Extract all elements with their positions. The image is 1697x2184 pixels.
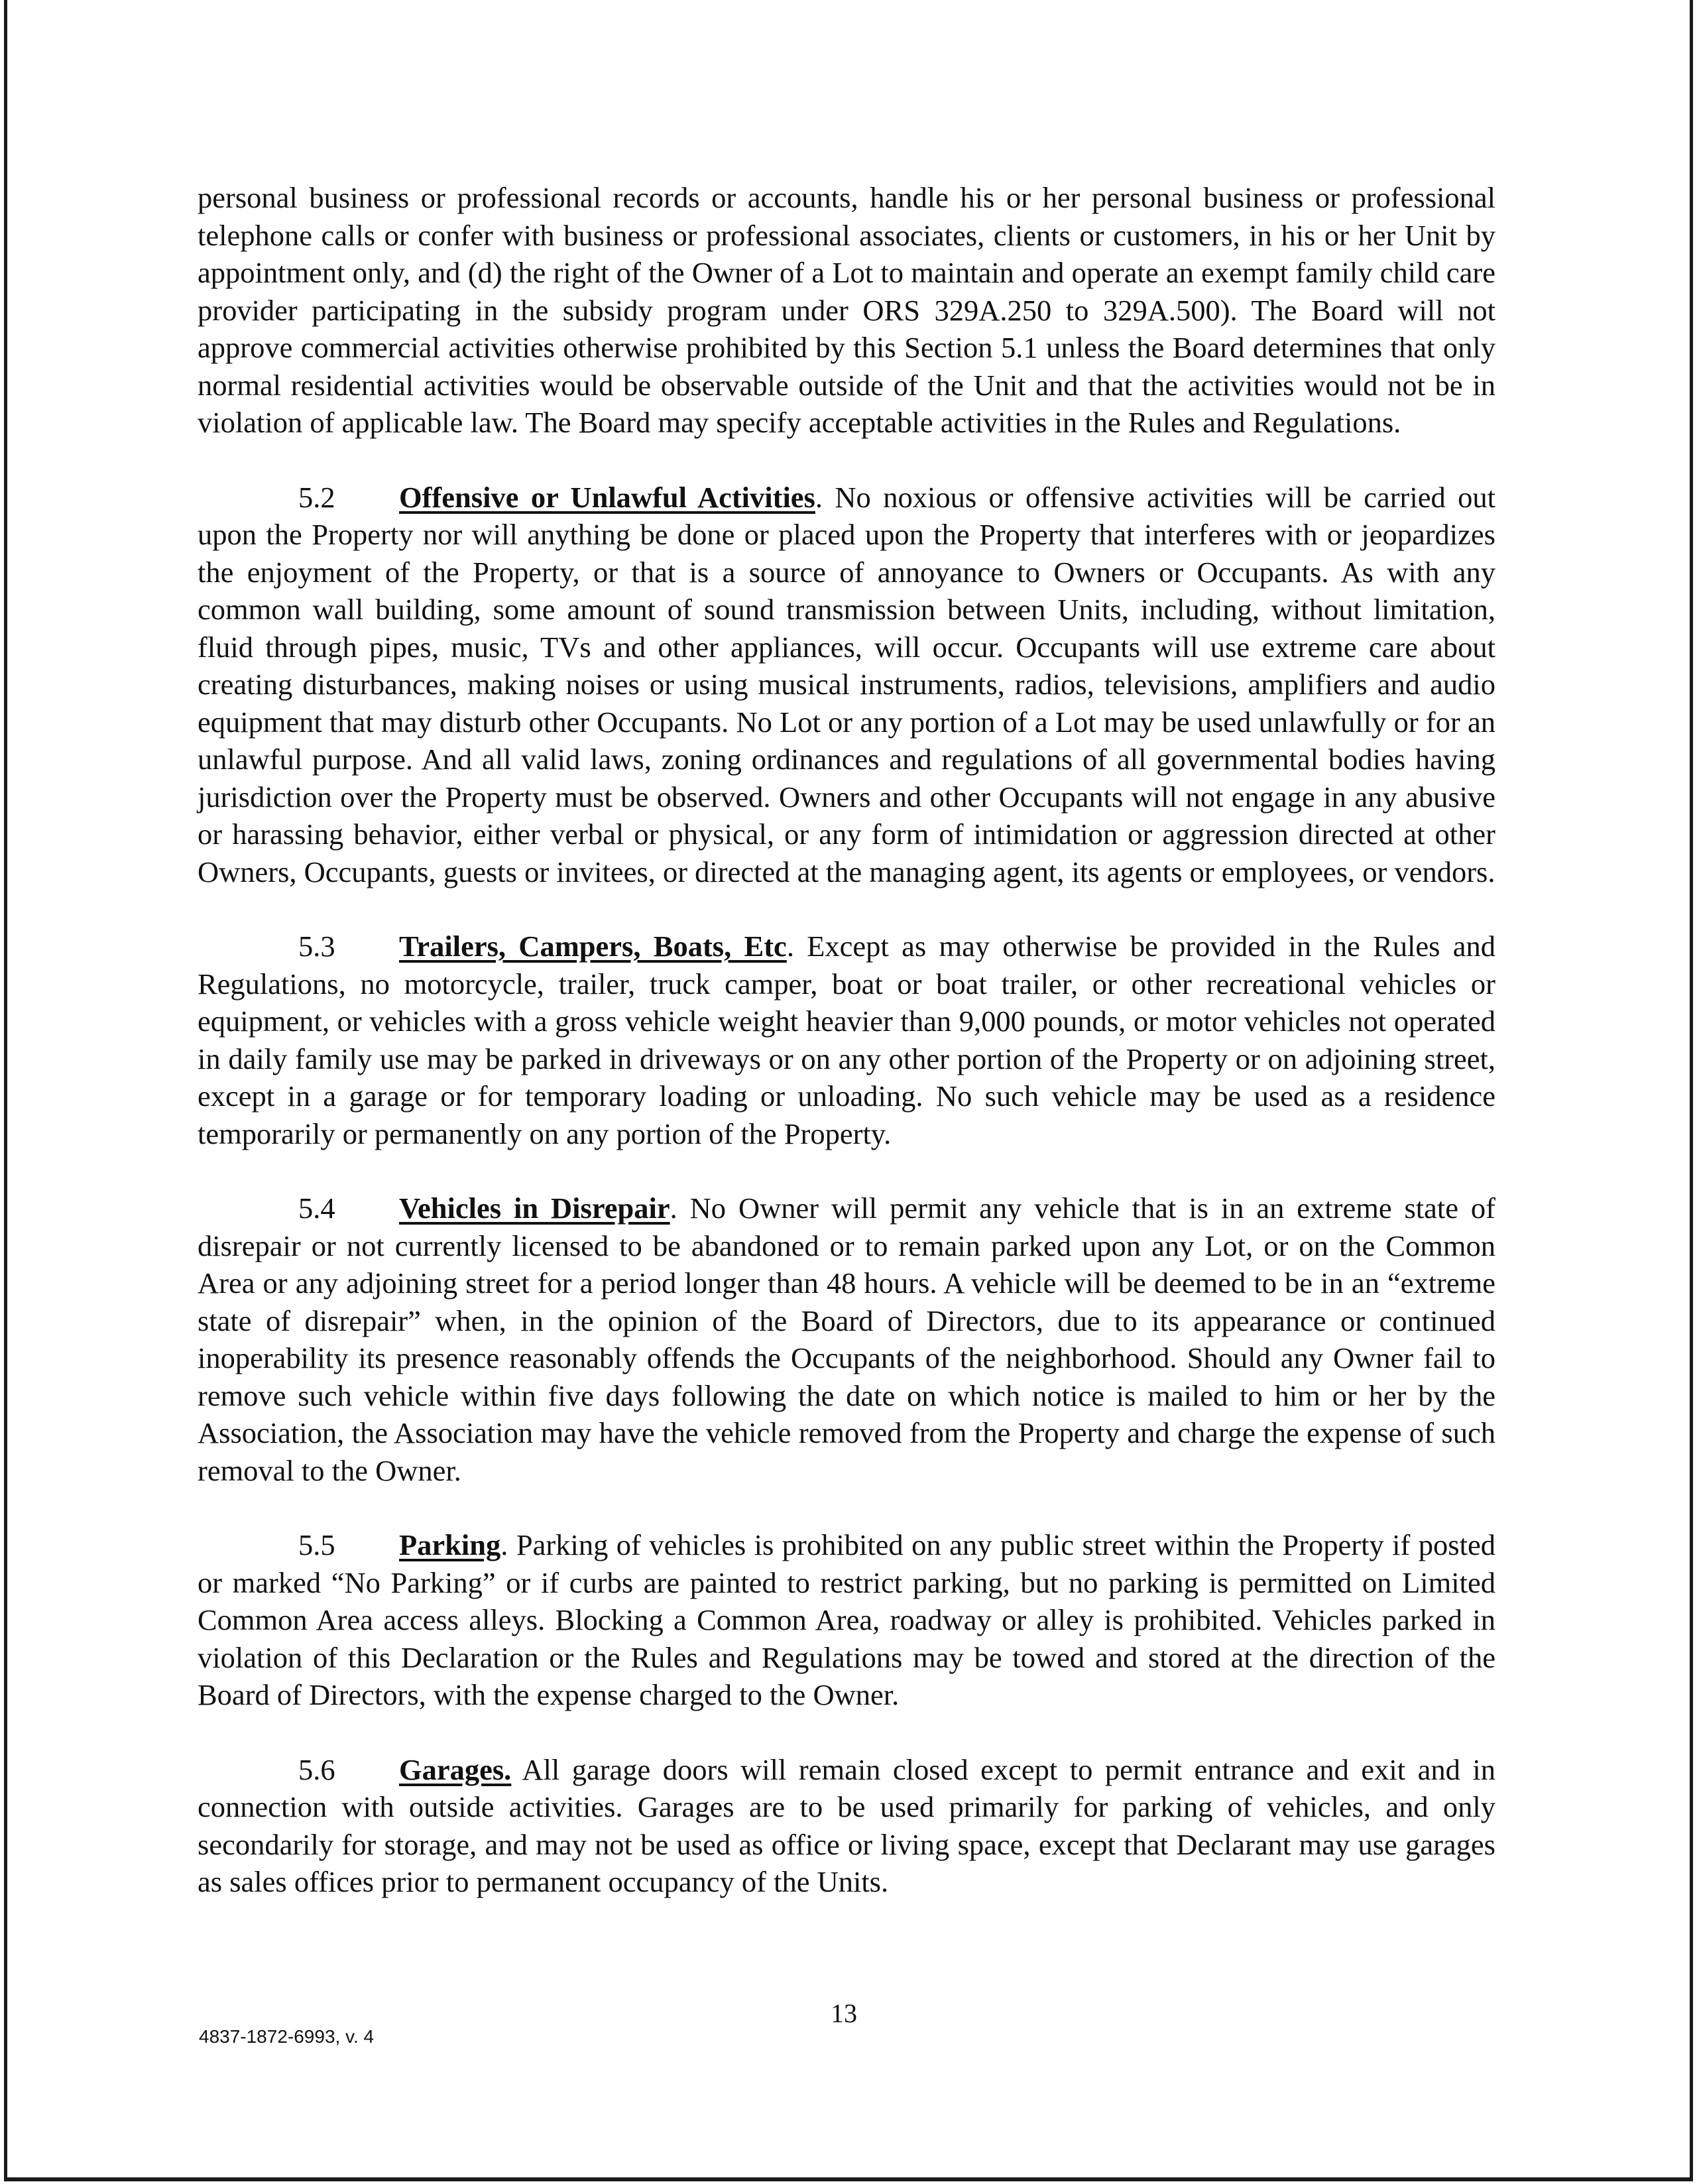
section-body: All garage doors will remain closed except to permit entrance and exit and in connection with outside activities. Garages are to be used primarily for parking of vehicles, and only secondarily for storage, and may not be used as office or living space, except that Declarant may use garages as sales offices prior to permanent occupancy of the Units. xyxy=(198,1752,1495,1898)
section-5-4 xyxy=(198,1189,1495,1489)
continuation-paragraph: personal business or professional records or accounts, handle his or her personal business or professional telephone calls or confer with business or professional associates, clients or customers, in his or her Unit by appointment only, and (d) the right of the Owner of a Lot to maintain and operate an exempt family child care provider participating in the subsidy program under ORS 329A.250 to 329A.500). The Board will not approve commercial activities otherwise prohibited by this Section 5.1 unless the Board determines that only normal residential activities would be observable outside of the Unit and that the activities would not be in violation of applicable law. The Board may specify acceptable activities in the Rules and Regulations. xyxy=(198,181,1495,439)
section-body: . Parking of vehicles is prohibited on any public street within the Property if posted or marked “No Parking” or if curbs are painted to restrict parking, but no parking is permitted on Limited Common Area access alleys. Blocking a Common Area, roadway or alley is prohibited. Vehicles parked in violation of this Declaration or the Rules and Regulations may be towed and stored at the direction of the Board of Directors, with the expense charged to the Owner. xyxy=(198,1528,1495,1711)
section-number: 5.2 xyxy=(298,480,335,514)
section-number: 5.3 xyxy=(298,930,335,963)
section-title: Parking xyxy=(399,1528,501,1561)
section-number: 5.5 xyxy=(298,1528,335,1561)
section-body: . Except as may otherwise be provided in the Rules and Regulations, no motorcycle, trailer, truck camper, boat or boat trailer, or other recreational vehicles or equipment, or vehicles with a gross vehicle weight heavier than 9,000 pounds, or motor vehicles not operated in daily family use may be parked in driveways or on any other portion of the Property or on adjoining street, except in a garage or for temporary loading or unloading. No such vehicle may be used as a residence temporarily or permanently on any portion of the Property. xyxy=(198,930,1495,1150)
document-id: 4837-1872-6993, v. 4 xyxy=(199,2026,375,2047)
section-number: 5.4 xyxy=(298,1191,335,1225)
section-title: Vehicles in Disrepair xyxy=(399,1191,670,1225)
section-5-5 xyxy=(198,1526,1495,1714)
section-5-3 xyxy=(198,928,1495,1152)
section-5-2 xyxy=(198,479,1495,891)
page-number: 13 xyxy=(831,1998,857,2028)
section-title: Garages. xyxy=(399,1752,512,1786)
section-5-6 xyxy=(198,1751,1495,1901)
section-body: . No noxious or offensive activities will be carried out upon the Property nor will anything be done or placed upon the Property that interferes with or jeopardizes the enjoyment of the Property, or that is a source of annoyance to Owners or Occupants. As with any common wall building, some amount of sound transmission between Units, including, without limitation, fluid through pipes, music, TVs and other appliances, will occur. Occupants will use extreme care about creating disturbances, making noises or using musical instruments, radios, televisions, amplifiers and audio equipment that may disturb other Occupants. No Lot or any portion of a Lot may be used unlawfully or for an unlawful purpose. And all valid laws, zoning ordinances and regulations of all governmental bodies having jurisdiction over the Property must be observed. Owners and other Occupants will not engage in any abusive or harassing behavior, either verbal or physical, or any form of intimidation or aggression directed at other Owners, Occupants, guests or invitees, or directed at the managing agent, its agents or employees, or vendors. xyxy=(198,480,1496,888)
section-body: . No Owner will permit any vehicle that is in an extreme state of disrepair or not currently licensed to be abandoned or to remain parked upon any Lot, or on the Common Area or any adjoining street for a period longer than 48 hours. A vehicle will be deemed to be in an “extreme state of disrepair” when, in the opinion of the Board of Directors, due to its appearance or continued inoperability its presence reasonably offends the Occupants of the neighborhood. Should any Owner fail to remove such vehicle within five days following the date on which notice is mailed to him or her by the Association, the Association may have the vehicle removed from the Property and charge the expense of such removal to the Owner. xyxy=(198,1191,1495,1487)
section-title: Offensive or Unlawful Activities xyxy=(399,480,815,514)
section-number: 5.6 xyxy=(298,1752,335,1786)
section-title: Trailers, Campers, Boats, Etc xyxy=(399,930,787,963)
document-body xyxy=(198,179,1495,1938)
